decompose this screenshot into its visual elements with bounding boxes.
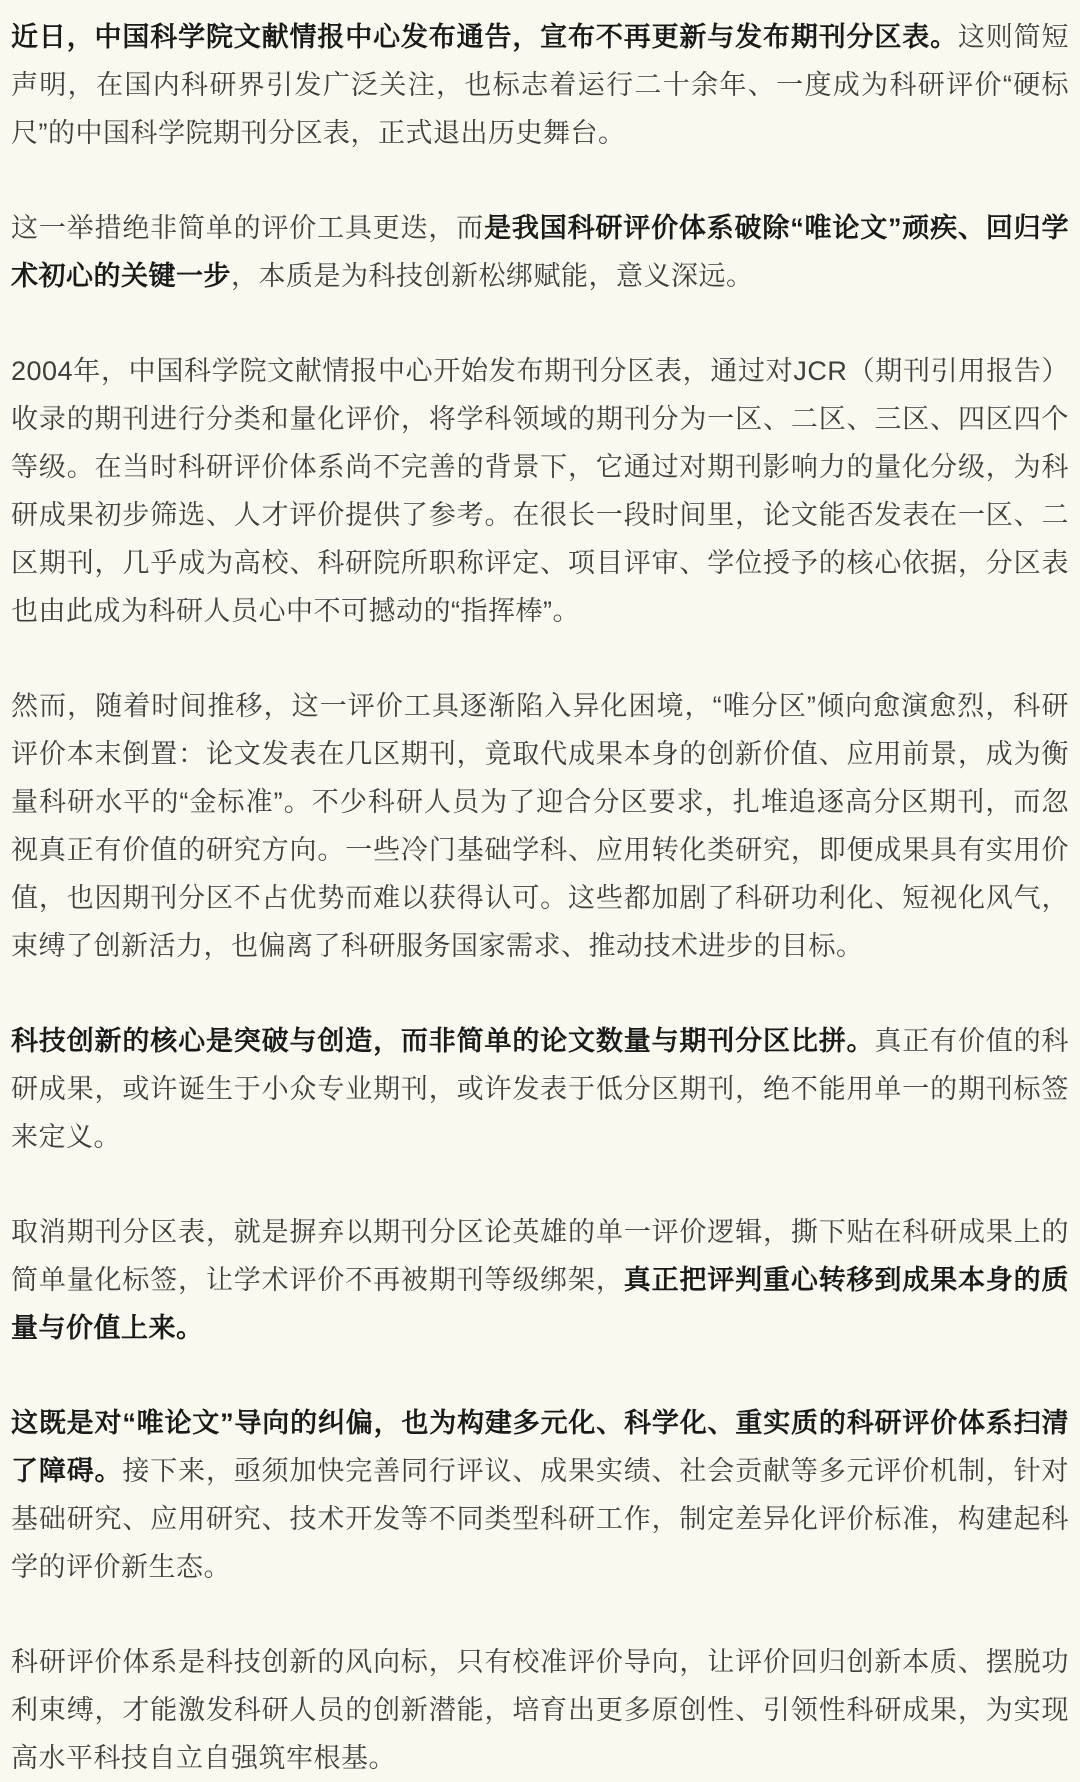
- bold-text-segment: 是我国科研评价体系破除“唯论文”顽疾、回归学术初心的关键一步: [11, 213, 1070, 291]
- text-segment: 这则简短声明，在国内科研界引发广泛关注，也标志着运行二十余年、一度成为科研评价“硬标尺”的中国科学院期刊分区表，正式退出历史舞台。: [11, 22, 1070, 148]
- text-segment: ，本质是为科技创新松绑赋能，意义深远。: [231, 261, 754, 291]
- paragraph: [11, 1399, 1069, 1591]
- text-segment: 接下来，亟须加快完善同行评议、成果实绩、社会贡献等多元评价机制，针对基础研究、应用研究、技术开发等不同类型科研工作，制定差异化评价标准，构建起科学的评价新生态。: [11, 1456, 1069, 1582]
- text-segment: 真正有价值的科研成果，或许诞生于小众专业期刊，或许发表于低分区期刊，绝不能用单一的期刊标签来定义。: [11, 1026, 1069, 1152]
- paragraph: [11, 1017, 1069, 1161]
- text-segment: 科研评价体系是科技创新的风向标，只有校准评价导向，让评价回归创新本质、摆脱功利束缚，才能激发科研人员的创新潜能，培育出更多原创性、引领性科研成果，为实现高水平科技自立自强筑牢根基。: [11, 1647, 1069, 1773]
- paragraph: [11, 1638, 1069, 1782]
- bold-text-segment: 近日，中国科学院文献情报中心发布通告，宣布不再更新与发布期刊分区表。: [11, 22, 958, 52]
- bold-text-segment: 真正把评判重心转移到成果本身的质量与价值上来。: [11, 1265, 1070, 1343]
- paragraph: [11, 682, 1069, 970]
- paragraph: [11, 347, 1069, 635]
- text-segment: 这一举措绝非简单的评价工具更迭，而: [11, 213, 485, 243]
- paragraph: [11, 1208, 1069, 1352]
- paragraph: [11, 204, 1069, 300]
- bold-text-segment: 科技创新的核心是突破与创造，而非简单的论文数量与期刊分区比拼。: [11, 1026, 875, 1056]
- text-segment: 2004年，中国科学院文献情报中心开始发布期刊分区表，通过对JCR（期刊引用报告）收录的期刊进行分类和量化评价，将学科领域的期刊分为一区、二区、三区、四区四个等级。在当时科研评价体系尚不完善的背景下，它通过对期刊影响力的量化分级，为科研成果初步筛选、人才评价提供了参考。在很长一段时间里，论文能否发表在一区、二区期刊，几乎成为高校、科研院所职称评定、项目评审、学位授予的核心依据，分区表也由此成为科研人员心中不可撼动的“指挥棒”。: [11, 356, 1069, 626]
- text-segment: 取消期刊分区表，就是摒弃以期刊分区论英雄的单一评价逻辑，撕下贴在科研成果上的简单量化标签，让学术评价不再被期刊等级绑架，: [11, 1217, 1069, 1295]
- paragraph: [11, 13, 1069, 157]
- bold-text-segment: 这既是对“唯论文”导向的纠偏，也为构建多元化、科学化、重实质的科研评价体系扫清了障碍。: [11, 1408, 1069, 1486]
- text-segment: 然而，随着时间推移，这一评价工具逐渐陷入异化困境，“唯分区”倾向愈演愈烈，科研评价本末倒置：论文发表在几区期刊，竟取代成果本身的创新价值、应用前景，成为衡量科研水平的“金标准”。不少科研人员为了迎合分区要求，扎堆追逐高分区期刊，而忽视真正有价值的研究方向。一些冷门基础学科、应用转化类研究，即便成果具有实用价值，也因期刊分区不占优势而难以获得认可。这些都加剧了科研功利化、短视化风气，束缚了创新活力，也偏离了科研服务国家需求、推动技术进步的目标。: [11, 691, 1069, 961]
